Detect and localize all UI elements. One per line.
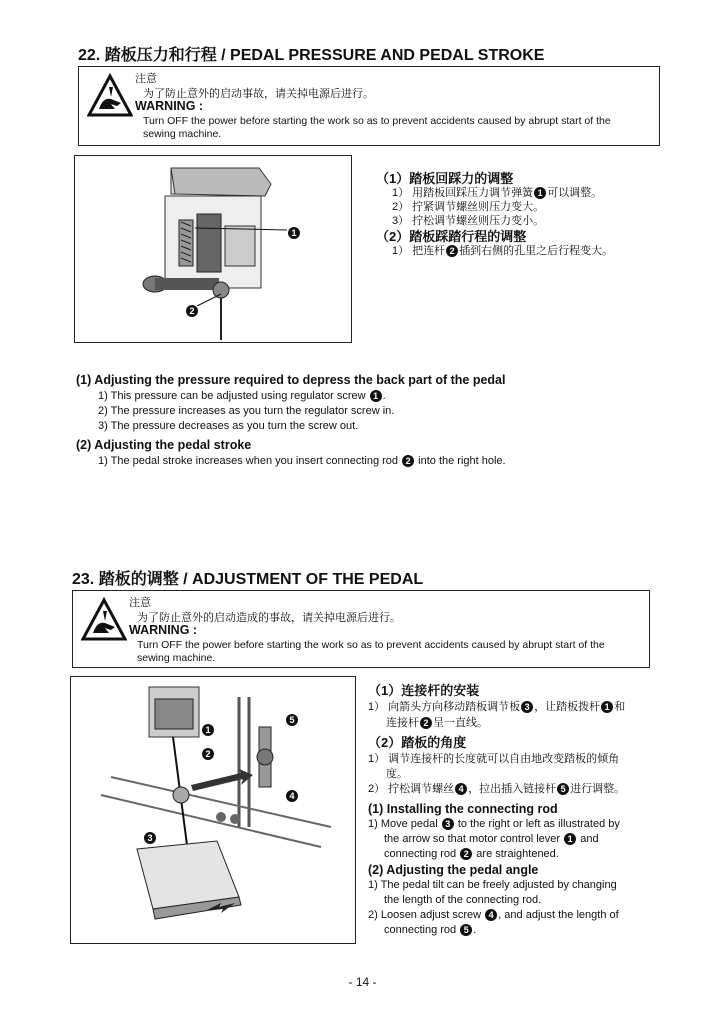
figure-pedal-adjustment [70, 676, 356, 944]
en-heading-1: (1) Adjusting the pressure required to depress the back part of the pedal [76, 373, 506, 387]
en-heading-2: (2) Adjusting the pedal angle [368, 863, 539, 877]
warning-en-label: WARNING : [135, 99, 204, 113]
warning-en-line1: Turn OFF the power before starting the work so as to prevent accidents caused by abrupt start of the [137, 639, 605, 651]
en-item-1c: connecting rod 2 are straightened. [384, 848, 559, 860]
figure-pedal-pressure [74, 155, 352, 343]
en-item-3b: connecting rod 5 . [384, 924, 477, 936]
warning-box-23 [72, 590, 650, 668]
pedal-assembly-illustration [71, 677, 355, 943]
hand-hazard-icon [81, 597, 127, 643]
cn-item-1b: 连接杆 2 呈一直线。 [386, 717, 488, 729]
warning-cn-text: 为了防止意外的启动造成的事故，请关掉电源后进行。 [137, 612, 401, 624]
warning-en-line2: sewing machine. [143, 128, 222, 140]
callout-1: 1 [288, 227, 300, 239]
en-item-2b: the length of the connecting rod. [384, 894, 542, 906]
en-item-3: 3) The pressure decreases as you turn the screw out. [98, 420, 359, 432]
cn-item-1: 1） 用踏板回踩压力调节弹簧 1 可以调整。 [392, 187, 603, 199]
en-item-2: 2) The pressure increases as you turn the regulator screw in. [98, 405, 395, 417]
cn-item-3: 3） 拧松调节螺丝则压力变小。 [392, 215, 545, 227]
cn-item-3: 2） 拧松调节螺丝 4 ，拉出插入链接杆 5 进行调整。 [368, 783, 626, 795]
en-item-1: 1) Move pedal 3 to the right or left as illustrated by [368, 818, 620, 830]
section-23-title: 23. 踏板的调整 / ADJUSTMENT OF THE PEDAL [72, 571, 424, 588]
cn-heading-1: （1）连接杆的安装 [368, 683, 480, 698]
cn-item-1: 1） 向箭头方向移动踏板调节板 3 ，让踏板拨杆 1 和 [368, 701, 626, 713]
cn-heading-2: （2）踏板的角度 [368, 735, 467, 750]
cn-item-4: 1） 把连杆 2 插到右侧的孔里之后行程变大。 [392, 245, 614, 257]
cn-item-2b: 度。 [386, 768, 408, 780]
en-item-1: 1) This pressure can be adjusted using regulator screw 1 . [98, 390, 386, 402]
en-item-4: 1) The pedal stroke increases when you insert connecting rod 2 into the right hole. [98, 455, 506, 467]
en-heading-2: (2) Adjusting the pedal stroke [76, 438, 252, 452]
callout-2: 2 [186, 305, 198, 317]
callout-3: 3 [144, 832, 156, 844]
section-22-title: 22. 踏板压力和行程 / PEDAL PRESSURE AND PEDAL STROKE [78, 47, 545, 64]
warning-en-line1: Turn OFF the power before starting the work so as to prevent accidents caused by abrupt start of the [143, 115, 611, 127]
callout-1: 1 [202, 724, 214, 736]
en-item-3: 2) Loosen adjust screw 4 , and adjust the length of [368, 909, 619, 921]
page-number: - 14 - [348, 975, 377, 989]
cn-heading-2: （2）踏板踩踏行程的调整 [376, 229, 527, 244]
cn-heading-1: （1）踏板回踩力的调整 [376, 171, 514, 186]
callout-5: 5 [286, 714, 298, 726]
warning-cn-label: 注意 [135, 73, 157, 85]
warning-cn-text: 为了防止意外的启动事故，请关掉电源后进行。 [143, 88, 374, 100]
cn-item-2: 2） 拧紧调节螺丝则压力变大。 [392, 201, 545, 213]
hand-hazard-icon [87, 73, 133, 119]
en-item-1b: the arrow so that motor control lever 1 and [384, 833, 599, 845]
warning-box-22 [78, 66, 660, 146]
warning-cn-label: 注意 [129, 597, 151, 609]
pedal-mechanism-illustration [75, 156, 351, 342]
en-item-2: 1) The pedal tilt can be freely adjusted by changing [368, 879, 617, 891]
callout-4: 4 [286, 790, 298, 802]
cn-item-2: 1） 调节连接杆的长度就可以自由地改变踏板的倾角 [368, 753, 620, 765]
en-heading-1: (1) Installing the connecting rod [368, 802, 558, 816]
warning-en-label: WARNING : [129, 623, 198, 637]
callout-2: 2 [202, 748, 214, 760]
warning-en-line2: sewing machine. [137, 652, 216, 664]
